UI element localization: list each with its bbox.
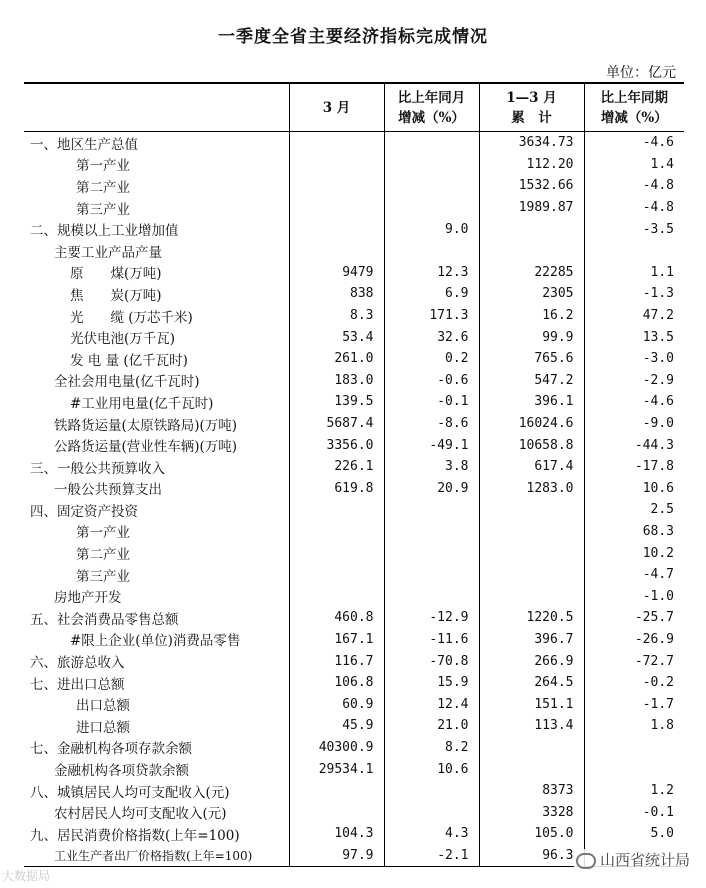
header-month-change: 比上年同月 增减（%） [384,83,479,132]
cell-c3: 3634.73 [479,132,584,154]
row-label: 主要工业产品产量 [54,244,162,261]
cell-c4: -9.0 [584,413,684,435]
cell-c1: 29534.1 [289,758,384,780]
cell-c3 [479,218,584,240]
cell-c3: 16024.6 [479,413,584,435]
row-label: 发 电 量 (亿千瓦时) [70,352,188,369]
row-label: 进口总额 [76,719,130,736]
table-row [24,672,684,694]
table-row [24,499,684,521]
row-label: 九、居民消费价格指数(上年=100) [30,827,240,844]
table-row [24,197,684,219]
row-label: 金融机构各项贷款余额 [54,763,189,780]
cell-c1: 838 [289,283,384,305]
row-label: 第二产业 [76,547,130,564]
table-row [24,305,684,327]
cell-c4: -26.9 [584,629,684,651]
row-label: 三、一般公共预算收入 [30,460,165,477]
cell-c3: 99.9 [479,326,584,348]
cell-c4: 13.5 [584,326,684,348]
cell-c4 [584,240,684,262]
cell-c2: 12.3 [384,262,479,284]
cell-c3 [479,542,584,564]
cell-c1: 106.8 [289,672,384,694]
cell-c3: 765.6 [479,348,584,370]
table-row [24,521,684,543]
cell-c2 [384,564,479,586]
cell-c1: 261.0 [289,348,384,370]
table-row [24,175,684,197]
row-label: 七、金融机构各项存款余额 [30,741,192,758]
cell-c3: 396.1 [479,391,584,413]
cell-c1 [289,218,384,240]
row-label: 光伏电池(万千瓦) [70,331,176,348]
cell-c1: 104.3 [289,823,384,845]
cell-c3: 22285 [479,262,584,284]
cell-c2: 8.2 [384,737,479,759]
cell-c4: -44.3 [584,434,684,456]
table-row [24,262,684,284]
cell-c3: 1220.5 [479,607,584,629]
row-label: 五、社会消费品零售总额 [30,611,179,628]
row-label: 第一产业 [76,158,130,175]
cell-c2 [384,521,479,543]
header-month: 3 月 [289,83,384,132]
table-row [24,154,684,176]
cell-c1 [289,197,384,219]
cell-c2 [384,499,479,521]
cell-c2 [384,801,479,823]
table-row [24,283,684,305]
cell-c3: 10658.8 [479,434,584,456]
cell-c1 [289,542,384,564]
cell-c4: 47.2 [584,305,684,327]
cell-c2 [384,132,479,154]
table-row [24,542,684,564]
cell-c4: -4.8 [584,175,684,197]
cell-c4: -0.1 [584,801,684,823]
cell-c4: -4.8 [584,197,684,219]
row-label: 第三产业 [76,568,130,585]
cell-c1: 60.9 [289,693,384,715]
cell-c3: 1283.0 [479,478,584,500]
cell-c2: -0.1 [384,391,479,413]
cell-c1: 9479 [289,262,384,284]
cell-c3: 113.4 [479,715,584,737]
cell-c4: -4.7 [584,564,684,586]
cell-c3 [479,758,584,780]
cell-c2 [384,175,479,197]
row-label: 房地产开发 [54,590,122,607]
cell-c3 [479,521,584,543]
cell-c2: -70.8 [384,650,479,672]
cell-c4: -2.9 [584,370,684,392]
cell-c1: 116.7 [289,650,384,672]
row-label: 焦 炭(万吨) [70,287,162,304]
cell-c2: 20.9 [384,478,479,500]
table-row [24,478,684,500]
cell-c3 [479,564,584,586]
cell-c1: 460.8 [289,607,384,629]
table-row [24,758,684,780]
table-row [24,132,684,154]
table-row [24,391,684,413]
cell-c2: 9.0 [384,218,479,240]
cell-c1 [289,132,384,154]
cell-c2: -11.6 [384,629,479,651]
row-label: #工业用电量(亿千瓦时) [70,395,214,412]
cell-c3: 105.0 [479,823,584,845]
row-label: 一、地区生产总值 [30,136,138,153]
cell-c4: -0.2 [584,672,684,694]
cell-c3 [479,585,584,607]
cell-c3: 2305 [479,283,584,305]
table-row [24,585,684,607]
cell-c4: -1.7 [584,693,684,715]
cell-c3: 16.2 [479,305,584,327]
cell-c4: -72.7 [584,650,684,672]
table-row [24,564,684,586]
header-indicator [24,83,289,132]
cell-c2: 4.3 [384,823,479,845]
cell-c3 [479,240,584,262]
cell-c3 [479,737,584,759]
cell-c1: 619.8 [289,478,384,500]
row-label: 二、规模以上工业增加值 [30,223,179,240]
cell-c3: 1989.87 [479,197,584,219]
page-title: 一季度全省主要经济指标完成情况 [218,27,488,47]
cell-c4: 10.2 [584,542,684,564]
row-label: 原 煤(万吨) [70,266,162,283]
cell-c1 [289,585,384,607]
cell-c1: 53.4 [289,326,384,348]
table-row [24,240,684,262]
cell-c4: -25.7 [584,607,684,629]
table-header [24,83,684,132]
wechat-icon [576,853,596,869]
cell-c2: 32.6 [384,326,479,348]
cell-c4: 68.3 [584,521,684,543]
cell-c2: 6.9 [384,283,479,305]
indicator-table [24,82,684,867]
table-row [24,801,684,823]
row-label: 一般公共预算支出 [54,482,162,499]
row-label: 八、城镇居民人均可支配收入(元) [30,784,230,801]
row-label: 全社会用电量(亿千瓦时) [54,374,200,391]
row-label: 农村居民人均可支配收入(元) [54,806,227,823]
table-row [24,326,684,348]
cell-c3 [479,499,584,521]
cell-c4: -4.6 [584,132,684,154]
table-row [24,434,684,456]
cell-c3: 396.7 [479,629,584,651]
cell-c2 [384,542,479,564]
cell-c2 [384,154,479,176]
cell-c2 [384,197,479,219]
row-label: 六、旅游总收入 [30,655,125,672]
cell-c3: 96.3 [479,845,584,867]
cell-c2: -0.6 [384,370,479,392]
cell-c2: -12.9 [384,607,479,629]
cell-c1 [289,801,384,823]
cell-c2: 3.8 [384,456,479,478]
cell-c2: -49.1 [384,434,479,456]
cell-c2: 15.9 [384,672,479,694]
cell-c3: 547.2 [479,370,584,392]
cell-c1 [289,521,384,543]
table-row [24,629,684,651]
cell-c1: 3356.0 [289,434,384,456]
row-label: 铁路货运量(太原铁路局)(万吨) [54,417,238,434]
cell-c4: -3.0 [584,348,684,370]
cell-c3: 3328 [479,801,584,823]
table-row [24,693,684,715]
cell-c1: 226.1 [289,456,384,478]
row-label: 工业生产者出厂价格指数(上年=100) [24,845,289,867]
cell-c4 [584,737,684,759]
cell-c4: -1.0 [584,585,684,607]
unit-label: 单位：亿元 [606,65,676,81]
table-row [24,650,684,672]
row-label: #限上企业(单位)消费品零售 [70,633,241,650]
cell-c1: 97.9 [289,845,384,867]
cell-c4: 1.8 [584,715,684,737]
cell-c1: 5687.4 [289,413,384,435]
cell-c3: 264.5 [479,672,584,694]
cell-c4: 10.6 [584,478,684,500]
row-label: 出口总额 [76,698,130,715]
cell-c1: 40300.9 [289,737,384,759]
table-row [24,456,684,478]
cell-c4: 2.5 [584,499,684,521]
cell-c2 [384,240,479,262]
cell-c2 [384,585,479,607]
table-row [24,413,684,435]
row-label: 七、进出口总额 [30,676,125,693]
cell-c1 [289,154,384,176]
header-cumulative: 1—3 月 累 计 [479,83,584,132]
cell-c2: 10.6 [384,758,479,780]
row-label: 第二产业 [76,179,130,196]
table-row [24,823,684,845]
cell-c3: 617.4 [479,456,584,478]
table-row [24,780,684,802]
header-cumulative-change: 比上年同期 增减（%） [584,83,684,132]
cell-c1: 183.0 [289,370,384,392]
cell-c1 [289,564,384,586]
table-row [24,607,684,629]
cell-c3: 112.20 [479,154,584,176]
cell-c4: -4.6 [584,391,684,413]
cell-c4: 1.2 [584,780,684,802]
cell-c4: -1.3 [584,283,684,305]
cell-c3: 266.9 [479,650,584,672]
cell-c1: 139.5 [289,391,384,413]
cell-c4: 1.1 [584,262,684,284]
cell-c2 [384,780,479,802]
row-label: 光 缆 (万芯千米) [70,309,193,326]
cell-c1 [289,175,384,197]
cell-c2: 171.3 [384,305,479,327]
table-row [24,348,684,370]
row-label: 公路货运量(营业性车辆)(万吨) [54,439,238,456]
cell-c2: -2.1 [384,845,479,867]
table-row [24,370,684,392]
cell-c4 [584,758,684,780]
cell-c3: 1532.66 [479,175,584,197]
table-row [24,715,684,737]
row-label: 第一产业 [76,525,130,542]
cell-c3: 151.1 [479,693,584,715]
cell-c2: 21.0 [384,715,479,737]
cell-c2: -8.6 [384,413,479,435]
cell-c4: -3.5 [584,218,684,240]
row-label: 第三产业 [76,201,130,218]
cell-c4: -17.8 [584,456,684,478]
watermark-right: 山西省统计局 [574,849,692,870]
cell-c1: 45.9 [289,715,384,737]
cell-c1: 8.3 [289,305,384,327]
cell-c1 [289,780,384,802]
cell-c2: 12.4 [384,693,479,715]
row-label: 四、固定资产投资 [30,503,138,520]
table-row [24,218,684,240]
cell-c4: 1.4 [584,154,684,176]
cell-c2: 0.2 [384,348,479,370]
cell-c1: 167.1 [289,629,384,651]
watermark-left: 大数据局 [2,869,51,883]
cell-c1 [289,499,384,521]
cell-c3: 8373 [479,780,584,802]
cell-c4: 5.0 [584,823,684,845]
cell-c1 [289,240,384,262]
table-row [24,737,684,759]
